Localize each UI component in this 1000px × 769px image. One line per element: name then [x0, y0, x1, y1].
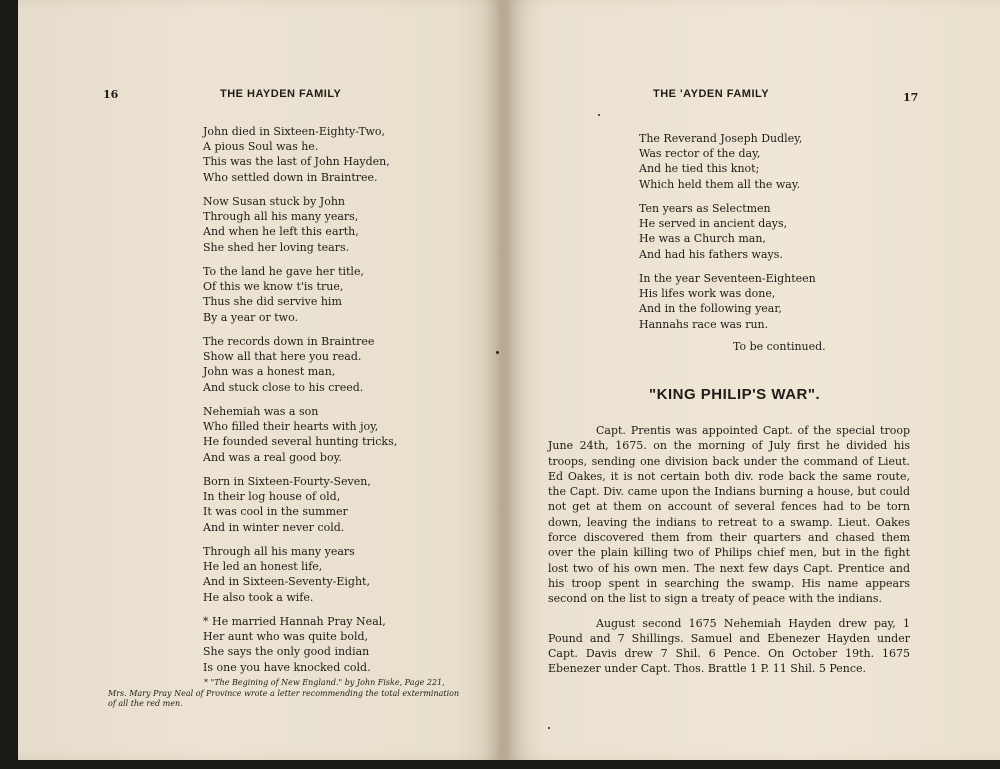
verse-line: * He married Hannah Pray Neal,: [203, 615, 386, 628]
stanza: [203, 124, 397, 185]
ink-speck: [598, 114, 600, 116]
stanza: [203, 264, 397, 325]
footnote-line: of all the red men.: [108, 699, 183, 708]
right-running-head: THE 'AYDEN FAMILY: [653, 88, 770, 100]
verse-line: John died in Sixteen-Eighty-Two,: [203, 125, 386, 138]
ink-speck: [548, 727, 550, 729]
footnote-line: * "The Begining of New England." by John Fiske, Page 221,: [204, 678, 445, 687]
stanza: [203, 334, 397, 395]
verse-line: The records down in Braintree: [203, 335, 375, 348]
footnote: [108, 678, 459, 710]
verse-line: Nehemiah was a son: [203, 405, 319, 418]
verse-line: Is one you have knocked cold.: [203, 660, 371, 674]
verse-line: Who settled down in Braintree.: [203, 170, 378, 184]
right-page-number: 17: [903, 91, 919, 104]
verse-line: Which held them all the way.: [639, 177, 801, 191]
verse-line: Her aunt who was quite bold,: [203, 630, 369, 644]
verse-line: Was rector of the day,: [639, 147, 761, 161]
verse-line: She says the only good indian: [203, 645, 370, 659]
verse-line: He was a Church man,: [639, 232, 766, 246]
verse-line: She shed her loving tears.: [203, 240, 350, 254]
book-spine: [502, 0, 508, 760]
stanza: [203, 614, 397, 675]
verse-line: Show all that here you read.: [203, 350, 362, 364]
article-paragraph: August second 1675 Nehemiah Hayden drew pay, 1 Pound and 7 Shillings. Samuel and Ebenezer Hayden under Capt. Davis drew 7 Shil. 6 Pence. On October 19th. 1675 Ebenezer under Capt. Thos. Brattle 1 P. 11 Shil. 5 Pence.: [548, 616, 910, 676]
verse-line: And stuck close to his creed.: [203, 380, 364, 394]
article-body: [548, 423, 910, 686]
verse-line: And in the following year,: [639, 302, 782, 316]
article-paragraph: Capt. Prentis was appointed Capt. of the special troop June 24th, 1675. on the morning of July first he divided his troops, sending one division back under the command of Lieut. Ed Oakes, it is not certain both div. rode back the same route, the Capt. Div. came upon the Indians burning a house, but could not get at them on account of several fences had to be torn down, leaving the indians to retreat to a swamp. Lieut. Oakes force discovered them from their quarters and chased them over the plain killing two of Philips chief men, but in the fight lost two of his own men. The next few days Capt. Prentice and his troop spent in searching the swamp. His name appears second on the list to sign a treaty of peace with the indians.: [548, 424, 910, 606]
verse-line: And when he left this earth,: [203, 225, 359, 239]
verse-line: It was cool in the summer: [203, 505, 348, 519]
stanza: [203, 194, 397, 255]
verse-line: This was the last of John Hayden,: [203, 155, 390, 169]
verse-line: He served in ancient days,: [639, 217, 788, 231]
left-page-number: 16: [103, 88, 119, 101]
verse-line: Who filled their hearts with joy,: [203, 420, 379, 434]
verse-line: And in winter never cold.: [203, 520, 345, 534]
verse-line: He founded several hunting tricks,: [203, 435, 398, 449]
verse-line: And had his fathers ways.: [639, 247, 783, 261]
verse-line: Through all his many years: [203, 545, 355, 558]
verse-line: In the year Seventeen-Eighteen: [639, 272, 816, 285]
verse-line: Of this we know t'is true,: [203, 280, 344, 294]
stanza: [639, 201, 816, 262]
left-running-head: THE HAYDEN FAMILY: [220, 88, 342, 100]
verse-line: And was a real good boy.: [203, 450, 342, 464]
verse-line: By a year or two.: [203, 310, 299, 324]
verse-line: He also took a wife.: [203, 590, 314, 604]
verse-line: And in Sixteen-Seventy-Eight,: [203, 575, 370, 589]
verse-line: He led an honest life,: [203, 560, 323, 574]
footnote-line: Mrs. Mary Pray Neal of Province wrote a letter recommending the total extermination: [108, 688, 460, 698]
verse-line: John was a honest man,: [203, 365, 336, 379]
stanza: [639, 131, 816, 192]
verse-line: His lifes work was done,: [639, 287, 776, 301]
stanza: [639, 271, 816, 332]
ink-speck: [496, 351, 499, 354]
verse-line: To the land he gave her title,: [203, 265, 364, 278]
verse-line: Thus she did servive him: [203, 295, 342, 309]
verse-line: The Reverand Joseph Dudley,: [639, 132, 803, 145]
left-poem: [203, 124, 397, 684]
to-be-continued: To be continued.: [733, 340, 826, 353]
verse-line: Born in Sixteen-Fourty-Seven,: [203, 475, 371, 488]
section-title: "KING PHILIP'S WAR".: [649, 386, 821, 403]
verse-line: Through all his many years,: [203, 210, 359, 224]
verse-line: Ten years as Selectmen: [639, 202, 771, 215]
verse-line: And he tied this knot;: [639, 162, 760, 176]
verse-line: Now Susan stuck by John: [203, 195, 345, 208]
verse-line: In their log house of old,: [203, 490, 341, 504]
verse-line: Hannahs race was run.: [639, 317, 769, 331]
verse-line: A pious Soul was he.: [203, 140, 319, 154]
stanza: [203, 474, 397, 535]
stanza: [203, 404, 397, 465]
stanza: [203, 544, 397, 605]
right-poem: [639, 131, 816, 341]
